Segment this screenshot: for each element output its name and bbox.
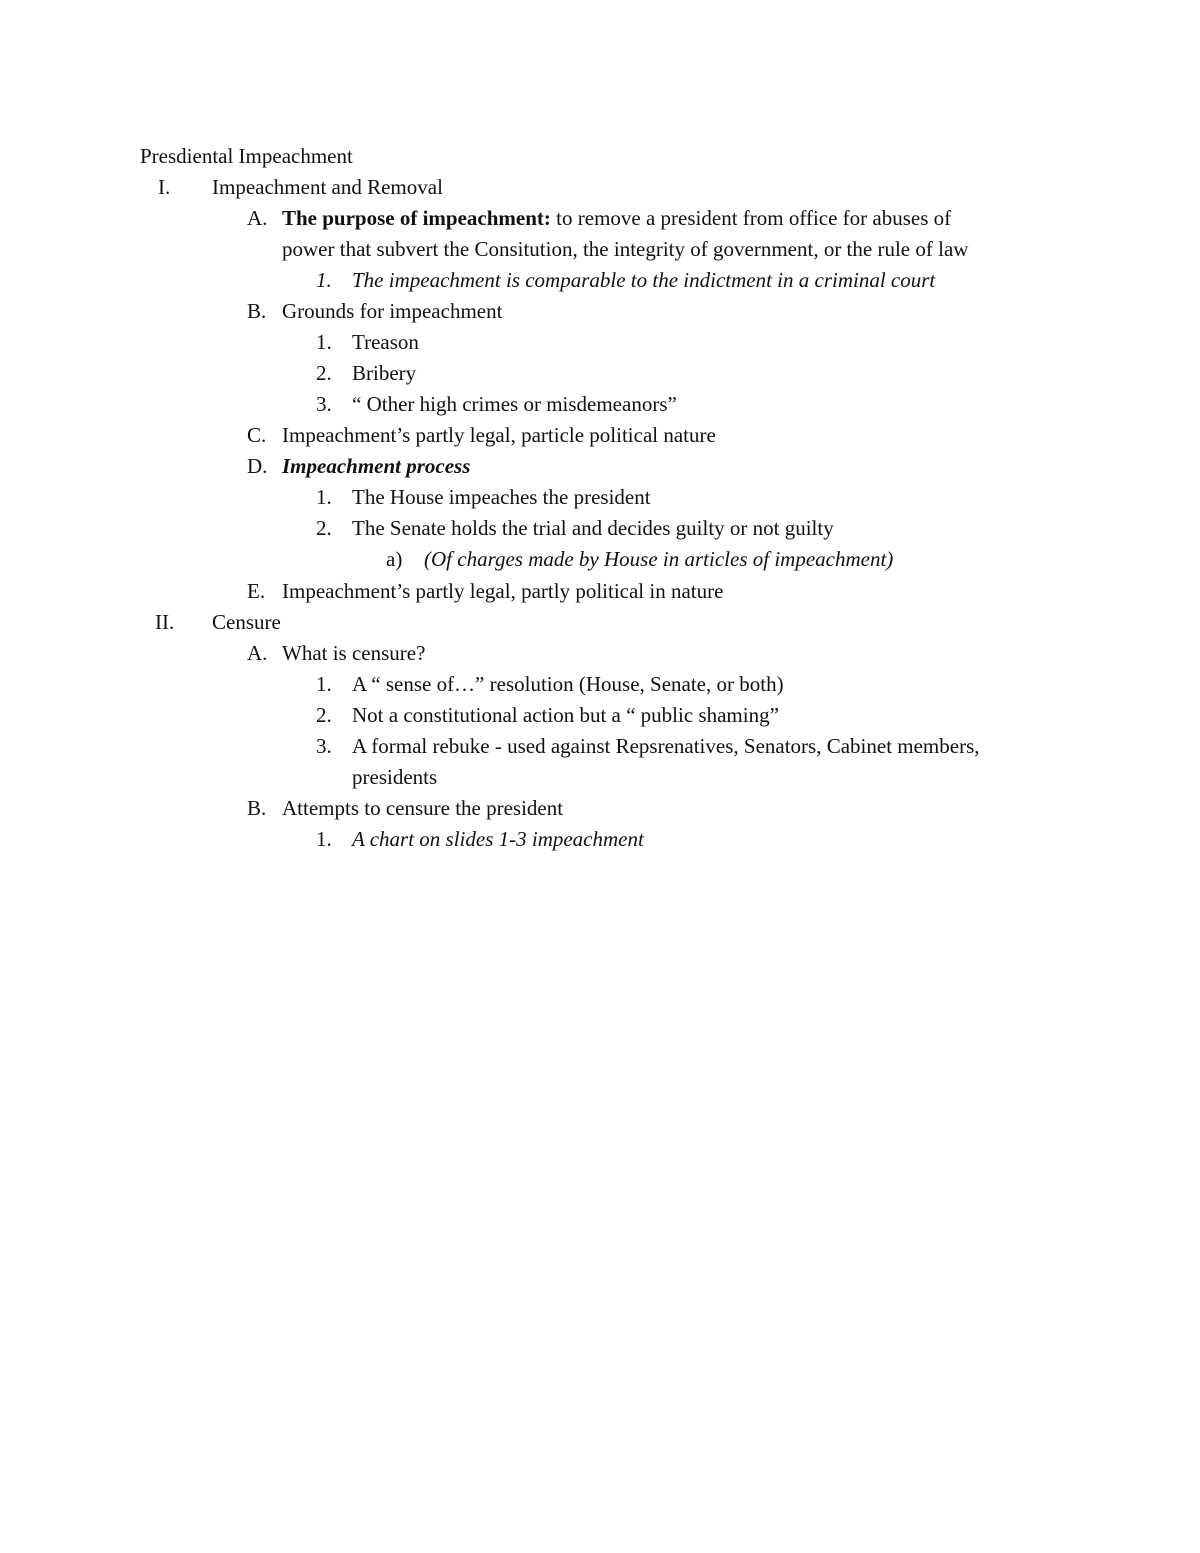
subitem-text: “ Other high crimes or misdemeanors” <box>352 392 677 416</box>
subitem-marker: 2. <box>316 516 332 540</box>
subitem-marker: 2. <box>316 361 332 385</box>
item-marker: A. <box>247 206 268 230</box>
subitem-text: Not a constitutional action but a “ public shaming” <box>352 703 779 727</box>
item-text: Impeachment’s partly legal, particle political nature <box>282 423 716 447</box>
item-marker: E. <box>247 579 266 603</box>
item-marker: C. <box>247 423 267 447</box>
item-marker: B. <box>247 299 267 323</box>
item-text: Grounds for impeachment <box>282 299 503 323</box>
subitem-text: The House impeaches the president <box>352 485 651 509</box>
subitem-text-continued: presidents <box>352 765 438 789</box>
subitem-text: A formal rebuke - used against Repsrenatives, Senators, Cabinet members, <box>352 734 980 758</box>
item-text: What is censure? <box>282 641 426 665</box>
item-text: Attempts to censure the president <box>282 796 564 820</box>
subsubitem-marker: a) <box>386 547 403 571</box>
section-heading: Impeachment and Removal <box>212 175 443 199</box>
item-text: Impeachment’s partly legal, partly political in nature <box>282 579 724 603</box>
subitem-marker: 1. <box>316 268 332 292</box>
subitem-text: The Senate holds the trial and decides guilty or not guilty <box>352 516 834 540</box>
subitem-text: The impeachment is comparable to the indictment in a criminal court <box>352 268 936 292</box>
item-marker: B. <box>247 796 267 820</box>
item-marker: A. <box>247 641 268 665</box>
section-marker: I. <box>158 175 171 199</box>
subitem-marker: 3. <box>316 734 332 758</box>
subitem-marker: 1. <box>316 827 332 851</box>
item-text: to remove a president from office for abuses of <box>550 206 952 230</box>
section-marker: II. <box>155 610 175 634</box>
item-text: Impeachment process <box>282 454 471 478</box>
list-item <box>282 203 951 234</box>
section-heading: Censure <box>212 610 281 634</box>
subitem-text: Treason <box>352 330 419 354</box>
subitem-marker: 1. <box>316 672 332 696</box>
subitem-marker: 3. <box>316 392 332 416</box>
subitem-text: A “ sense of…” resolution (House, Senate, or both) <box>352 672 784 696</box>
subitem-text: A chart on slides 1-3 impeachment <box>352 827 644 851</box>
subitem-marker: 2. <box>316 703 332 727</box>
item-text-continued: power that subvert the Consitution, the integrity of government, or the rule of law <box>282 237 969 261</box>
item-marker: D. <box>247 454 268 478</box>
item-label: The purpose of impeachment: <box>282 206 551 230</box>
document-title: Presdiental Impeachment <box>140 144 353 168</box>
subitem-marker: 1. <box>316 485 332 509</box>
subitem-text: Bribery <box>352 361 417 385</box>
subsubitem-text: (Of charges made by House in articles of impeachment) <box>424 547 894 571</box>
subitem-marker: 1. <box>316 330 332 354</box>
